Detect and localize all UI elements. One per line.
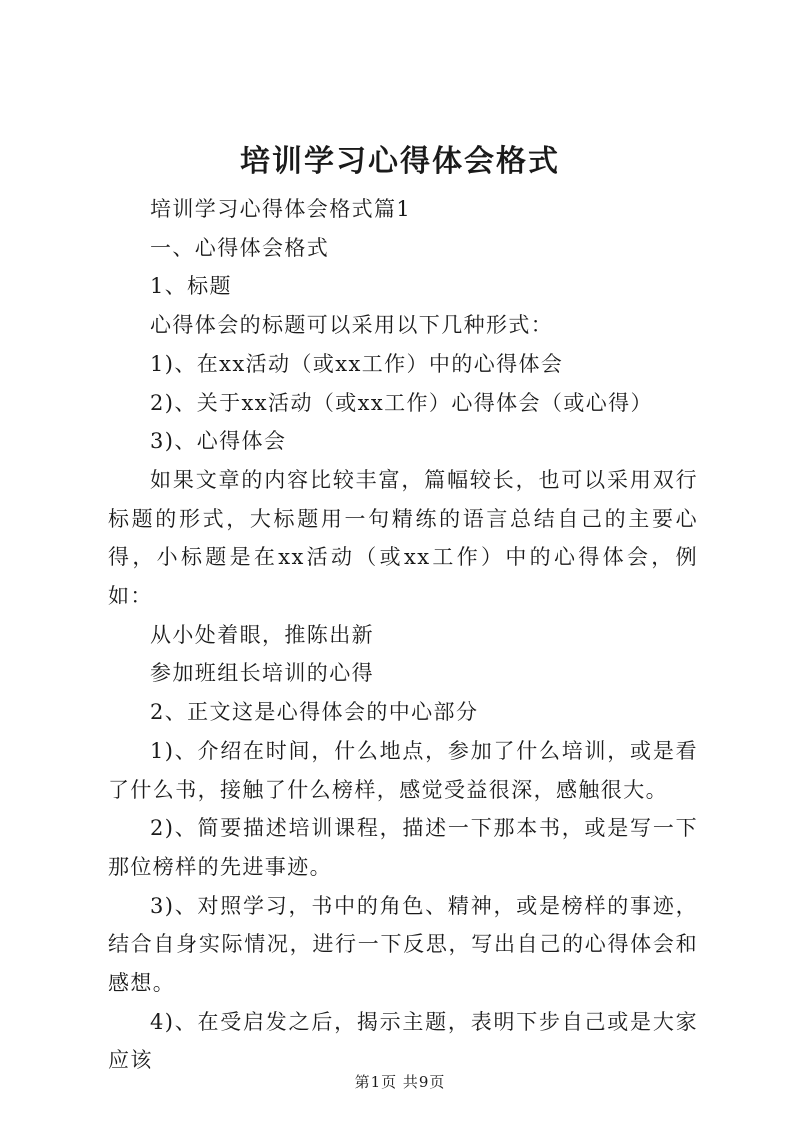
paragraph: 一、心得体会格式 (150, 235, 330, 260)
paragraph: 从小处着眼，推陈出新 (150, 622, 374, 647)
paragraph: 参加班组长培训的心得 (150, 661, 374, 686)
paragraph: 2)、关于xx活动（或xx工作）心得体会（或心得） (150, 390, 653, 415)
paragraph: 3)、心得体会 (150, 429, 287, 454)
paragraph: 2)、简要描述培训课程，描述一下那本书，或是写一下那位榜样的先进事迹。 (108, 816, 698, 879)
document-title: 培训学习心得体会格式 (240, 144, 560, 179)
paragraph: 2、正文这是心得体会的中心部分 (150, 700, 479, 725)
paragraph: 心得体会的标题可以采用以下几种形式： (150, 313, 554, 338)
paragraph: 1)、介绍在时间，什么地点，参加了什么培训，或是看了什么书，接触了什么榜样，感觉受益很深，感触很大。 (108, 738, 698, 802)
document-body (108, 190, 698, 1080)
paragraph: 4)、在受启发之后，揭示主题，表明下步自己或是大家应该 (108, 1009, 698, 1073)
page-footer: 第1页 共9页 (354, 1073, 446, 1091)
paragraph: 如果文章的内容比较丰富，篇幅较长，也可以采用双行标题的形式，大标题用一句精练的语言总结自己的主要心得，小标题是在xx活动（或xx工作）中的心得体会，例如： (108, 467, 698, 609)
paragraph: 1)、在xx活动（或xx工作）中的心得体会 (150, 351, 564, 376)
paragraph: 培训学习心得体会格式篇1 (150, 197, 412, 221)
paragraph: 3)、对照学习，书中的角色、精神，或是榜样的事迹，结合自身实际情况，进行一下反思，写出自己的心得体会和感想。 (108, 893, 698, 996)
paragraph: 1、标题 (150, 274, 232, 299)
